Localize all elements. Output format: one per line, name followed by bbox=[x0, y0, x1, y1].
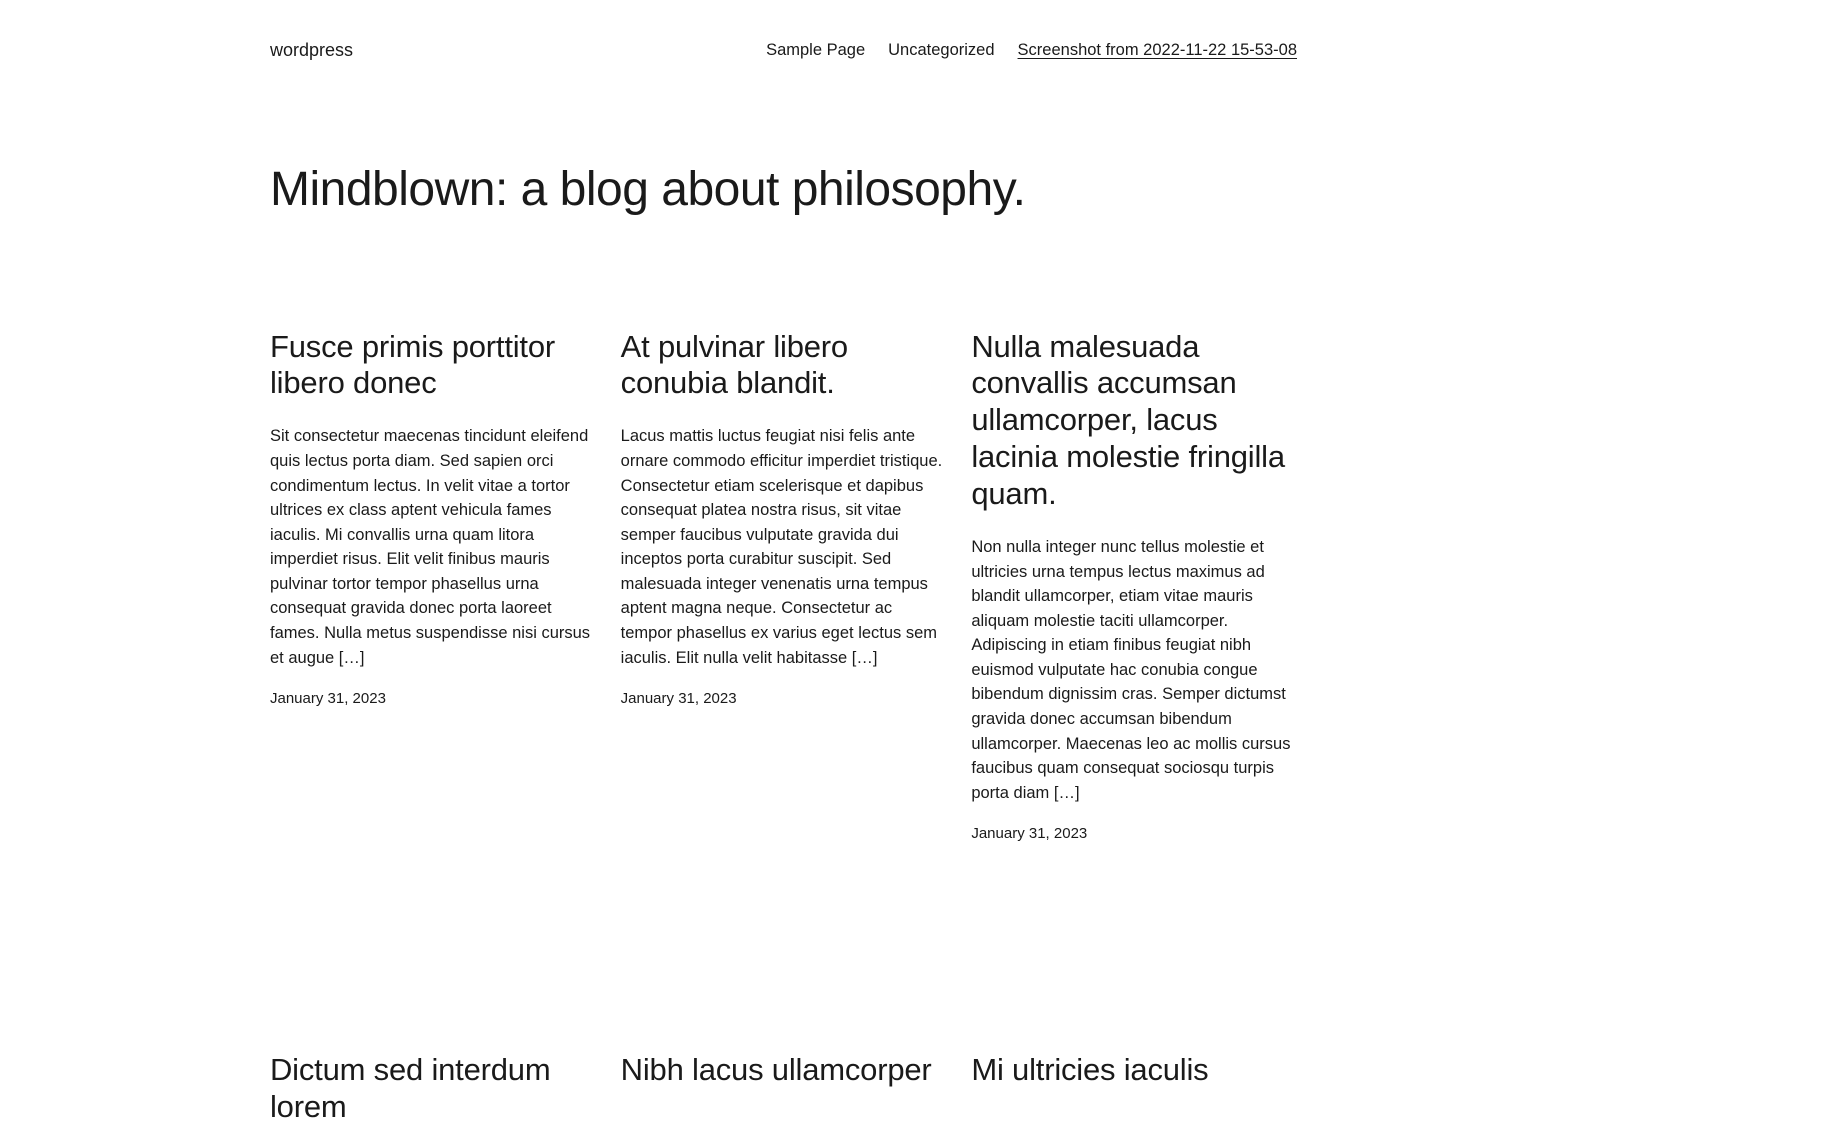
page-container bbox=[270, 0, 1297, 1126]
nav-item-sample-page[interactable]: Sample Page bbox=[766, 41, 866, 59]
nav-item-uncategorized[interactable]: Uncategorized bbox=[888, 41, 995, 59]
post-title bbox=[621, 1052, 947, 1089]
post-card bbox=[971, 329, 1297, 843]
post-excerpt: Sit consectetur maecenas tincidunt eleifend quis lectus porta diam. Sed sapien orci condimentum lectus. In velit vitae a tortor ultrices ex class aptent vehicula fames iaculis. Mi convallis urna quam litora imperdiet risus. Elit velit finibus mauris pulvinar tortor tempor phasellus urna consequat gravida donec porta laoreet fames. Nulla metus suspendisse nisi cursus et augue […] bbox=[270, 427, 591, 667]
page-title: Mindblown: a blog about philosophy. bbox=[270, 163, 1026, 216]
post-title-link[interactable]: Dictum sed interdum lorem bbox=[270, 1052, 551, 1125]
post-title bbox=[971, 329, 1297, 513]
site-header bbox=[270, 0, 1297, 61]
posts-grid-row-2 bbox=[270, 1052, 1297, 1126]
posts-grid-row-1 bbox=[270, 329, 1297, 843]
post-excerpt: Lacus mattis luctus feugiat nisi felis ante ornare commodo efficitur imperdiet tristique. Consectetur etiam scelerisque et dapibus consequat platea nostra risus, sit vitae semper faucibus vulputate gravida dui inceptos porta curabitur suscipit. Sed malesuada integer venenatis urna tempus aptent magna neque. Consectetur ac tempor phasellus ex varius eget lectus sem iaculis. Elit nulla velit habitasse […] bbox=[620, 427, 943, 667]
post-card bbox=[621, 329, 947, 843]
post-date: January 31, 2023 bbox=[270, 690, 386, 708]
post-title bbox=[621, 329, 947, 403]
post-date: January 31, 2023 bbox=[620, 690, 737, 708]
post-title-link[interactable]: At pulvinar libero conubia blandit. bbox=[620, 328, 848, 401]
post-card bbox=[270, 1052, 596, 1126]
post-card bbox=[270, 329, 596, 843]
post-excerpt: Non nulla integer nunc tellus molestie et ultricies urna tempus lectus maximus ad blandit ullamcorper, etiam vitae mauris aliquam molestie taciti ullamcorper. Adipiscing in etiam finibus feugiat nibh euismod vulputate hac conubia congue bibendum dignissim cras. Semper dictumst gravida donec accumsan bibendum ullamcorper. Maecenas leo ac mollis cursus faucibus quam consequat sociosqu turpis porta diam […] bbox=[971, 537, 1291, 802]
post-title bbox=[270, 1052, 596, 1126]
post-card bbox=[621, 1052, 947, 1126]
post-title-link[interactable]: Nulla malesuada convallis accumsan ullamcorper, lacus lacinia molestie fringilla quam. bbox=[971, 328, 1285, 512]
post-title-link[interactable]: Nibh lacus ullamcorper bbox=[620, 1052, 932, 1088]
post-date: January 31, 2023 bbox=[971, 825, 1088, 843]
post-card bbox=[971, 1052, 1297, 1126]
nav-item-screenshot-post[interactable]: Screenshot from 2022-11-22 15-53-08 bbox=[1017, 41, 1297, 59]
primary-navigation bbox=[766, 41, 1297, 60]
site-title-link[interactable]: wordpress bbox=[270, 40, 354, 60]
post-title bbox=[270, 329, 596, 403]
post-title bbox=[971, 1052, 1297, 1089]
post-title-link[interactable]: Mi ultricies iaculis bbox=[971, 1052, 1209, 1088]
post-title-link[interactable]: Fusce primis porttitor libero donec bbox=[270, 328, 555, 401]
